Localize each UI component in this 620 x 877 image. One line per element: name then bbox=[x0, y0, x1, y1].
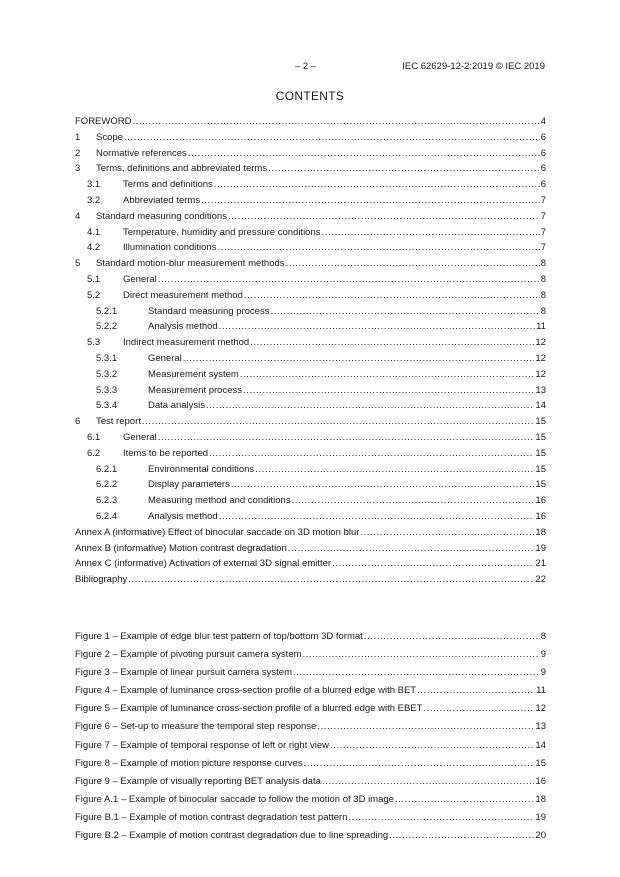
dot-leader bbox=[304, 755, 535, 773]
entry-title: Abbreviated terms bbox=[123, 194, 201, 206]
entry-number: 5 bbox=[75, 258, 81, 270]
entry-title: General bbox=[123, 431, 157, 443]
toc-section-entry[interactable] bbox=[75, 462, 546, 478]
toc-section-entry[interactable] bbox=[75, 446, 546, 462]
dot-leader bbox=[395, 791, 534, 809]
entry-number: 3.1 bbox=[87, 179, 101, 191]
dot-leader bbox=[240, 367, 535, 383]
dot-leader bbox=[288, 541, 535, 557]
toc-figure-entry[interactable] bbox=[75, 791, 546, 809]
toc-section-entry[interactable] bbox=[75, 335, 546, 351]
entry-title: Temperature, humidity and pressure conditions bbox=[123, 226, 321, 238]
entry-title: Normative references bbox=[96, 147, 187, 159]
dot-leader bbox=[332, 556, 534, 572]
dot-leader bbox=[364, 628, 540, 646]
toc-section-entry[interactable] bbox=[75, 351, 546, 367]
dot-leader bbox=[209, 446, 534, 462]
toc-figure-entry[interactable] bbox=[75, 646, 546, 664]
dot-leader bbox=[330, 737, 534, 755]
entry-title: Figure 6 – Set-up to measure the temporal step response bbox=[75, 721, 317, 733]
entry-page-number: 11 bbox=[536, 685, 546, 697]
dot-leader bbox=[322, 225, 540, 241]
entry-title: FOREWORD bbox=[75, 116, 132, 127]
toc-section-entry[interactable] bbox=[75, 193, 546, 209]
entry-number: 6.2.3 bbox=[96, 495, 118, 507]
entry-title: Test report bbox=[96, 416, 141, 428]
toc-section-entry[interactable] bbox=[75, 556, 546, 572]
toc-section-entry[interactable] bbox=[75, 398, 546, 414]
toc-section-entry[interactable] bbox=[75, 272, 546, 288]
entry-title: Standard measuring process bbox=[148, 305, 270, 317]
entry-number: 5.3 bbox=[87, 337, 101, 349]
entry-title: Standard motion-blur measurement methods bbox=[96, 258, 285, 270]
toc-section-entry[interactable] bbox=[75, 367, 546, 383]
entry-page-number: 6 bbox=[540, 163, 546, 175]
entry-page-number: 13 bbox=[535, 721, 546, 733]
entry-title: Display parameters bbox=[148, 479, 230, 491]
entry-page-number: 12 bbox=[535, 352, 546, 364]
entry-number: 4 bbox=[75, 210, 81, 222]
toc-figure-entry[interactable] bbox=[75, 628, 546, 646]
entry-title: Measuring method and conditions bbox=[148, 495, 291, 507]
entry-title: Figure B.1 – Example of motion contrast degradation test pattern bbox=[75, 811, 348, 823]
toc-figure-entry[interactable] bbox=[75, 737, 546, 755]
entry-title: Figure B.2 – Example of motion contrast degradation due to line spreading bbox=[75, 830, 389, 842]
toc-section-entry[interactable] bbox=[75, 256, 546, 272]
toc-figure-entry[interactable] bbox=[75, 827, 546, 845]
entry-title: Standard measuring conditions bbox=[96, 210, 227, 222]
entry-page-number: 8 bbox=[540, 258, 546, 270]
toc-section-entry[interactable] bbox=[75, 541, 546, 557]
entry-page-number: 4 bbox=[540, 116, 546, 127]
dot-leader bbox=[293, 664, 540, 682]
dot-leader bbox=[255, 462, 534, 478]
entry-number: 2 bbox=[75, 147, 81, 159]
entry-page-number: 9 bbox=[540, 667, 546, 679]
entry-title: Annex C (informative) Activation of external 3D signal emitter bbox=[75, 558, 332, 570]
toc-section-entry[interactable] bbox=[75, 525, 546, 541]
dot-leader bbox=[219, 509, 535, 525]
entry-number: 6.2.4 bbox=[96, 510, 118, 522]
entry-page-number: 14 bbox=[535, 739, 546, 751]
header-page-number: – 2 – bbox=[295, 61, 317, 72]
entry-title: Environmental conditions bbox=[148, 463, 255, 475]
entry-number: 1 bbox=[75, 131, 81, 143]
entry-page-number: 8 bbox=[540, 305, 546, 317]
toc-section-entry[interactable] bbox=[75, 319, 546, 335]
entry-page-number: 8 bbox=[540, 289, 546, 301]
entry-number: 5.3.1 bbox=[96, 352, 118, 364]
dot-leader bbox=[270, 304, 539, 320]
toc-section-entry[interactable] bbox=[75, 493, 546, 509]
toc-section-entry[interactable] bbox=[75, 304, 546, 320]
dot-leader bbox=[292, 493, 535, 509]
entry-title: Figure 5 – Example of luminance cross-section profile of a blurred edge with EBET bbox=[75, 703, 423, 715]
dot-leader bbox=[214, 177, 540, 193]
entry-number: 6.2 bbox=[87, 447, 101, 459]
entry-title: Scope bbox=[96, 131, 123, 143]
entry-page-number: 15 bbox=[535, 431, 546, 443]
header-document-reference: IEC 62629-12-2:2019 © IEC 2019 bbox=[402, 61, 545, 72]
entry-title: General bbox=[148, 352, 182, 364]
contents-title: CONTENTS bbox=[275, 89, 345, 103]
entry-title: Figure 8 – Example of motion picture response curves bbox=[75, 757, 303, 769]
toc-section-entry[interactable] bbox=[75, 572, 546, 588]
entry-number: 5.3.3 bbox=[96, 384, 118, 396]
dot-leader bbox=[268, 161, 540, 177]
entry-number: 6.2.1 bbox=[96, 463, 118, 475]
entry-page-number: 7 bbox=[540, 210, 546, 222]
entry-number: 5.3.2 bbox=[96, 368, 118, 380]
entry-number: 3 bbox=[75, 163, 81, 175]
dot-leader bbox=[206, 398, 534, 414]
entry-page-number: 18 bbox=[535, 526, 546, 538]
entry-page-number: 6 bbox=[540, 179, 546, 191]
dot-leader bbox=[142, 414, 535, 430]
dot-leader bbox=[124, 130, 540, 146]
dot-leader bbox=[303, 646, 540, 664]
entry-page-number: 11 bbox=[536, 321, 546, 333]
toc-section-entry[interactable] bbox=[75, 414, 546, 430]
entry-number: 5.2.1 bbox=[96, 305, 118, 317]
dot-leader bbox=[317, 718, 534, 736]
dot-leader bbox=[201, 193, 540, 209]
entry-page-number: 14 bbox=[535, 400, 546, 412]
entry-title: General bbox=[123, 273, 157, 285]
dot-leader bbox=[243, 383, 534, 399]
toc-section-entry[interactable] bbox=[75, 209, 546, 225]
toc-figure-entry[interactable] bbox=[75, 700, 546, 718]
entry-title: Annex A (informative) Effect of binocular saccade on 3D motion blur bbox=[75, 526, 360, 538]
dot-leader bbox=[217, 240, 539, 256]
dot-leader bbox=[132, 114, 539, 130]
toc-section-entry[interactable] bbox=[75, 509, 546, 525]
toc-section-entry[interactable] bbox=[75, 177, 546, 193]
dot-leader bbox=[360, 525, 534, 541]
entry-number: 5.2.2 bbox=[96, 321, 118, 333]
entry-page-number: 16 bbox=[535, 510, 546, 522]
entry-page-number: 15 bbox=[535, 463, 546, 475]
dot-leader bbox=[158, 430, 535, 446]
dot-leader bbox=[286, 256, 540, 272]
entry-page-number: 21 bbox=[535, 558, 546, 570]
entry-title: Figure 4 – Example of luminance cross-section profile of a blurred edge with BET bbox=[75, 685, 417, 697]
entry-page-number: 22 bbox=[535, 574, 546, 586]
toc-figures-list bbox=[75, 628, 546, 845]
entry-page-number: 6 bbox=[540, 147, 546, 159]
toc-section-entry[interactable] bbox=[75, 477, 546, 493]
entry-title: Data analysis bbox=[148, 400, 206, 412]
page-header bbox=[0, 61, 620, 75]
toc-section-entry[interactable] bbox=[75, 130, 546, 146]
entry-title: Items to be reported bbox=[123, 447, 209, 459]
entry-page-number: 6 bbox=[540, 131, 546, 143]
toc-section-entry[interactable] bbox=[75, 240, 546, 256]
toc-figure-entry[interactable] bbox=[75, 682, 546, 700]
entry-page-number: 13 bbox=[535, 384, 546, 396]
entry-number: 6.2.2 bbox=[96, 479, 118, 491]
entry-title: Measurement system bbox=[148, 368, 239, 380]
entry-page-number: 12 bbox=[535, 337, 546, 349]
dot-leader bbox=[250, 335, 534, 351]
entry-page-number: 19 bbox=[535, 542, 546, 554]
toc-sections-list bbox=[75, 114, 546, 588]
entry-page-number: 19 bbox=[535, 811, 546, 823]
toc-section-entry[interactable] bbox=[75, 288, 546, 304]
entry-page-number: 12 bbox=[535, 368, 546, 380]
dot-leader bbox=[423, 700, 534, 718]
toc-section-entry[interactable] bbox=[75, 146, 546, 162]
toc-section-entry[interactable] bbox=[75, 430, 546, 446]
dot-leader bbox=[158, 272, 540, 288]
dot-leader bbox=[244, 288, 540, 304]
entry-title: Figure 7 – Example of temporal response of left or right view bbox=[75, 739, 329, 751]
entry-title: Figure 1 – Example of edge blur test pattern of top/bottom 3D format bbox=[75, 631, 363, 642]
entry-page-number: 15 bbox=[535, 479, 546, 491]
entry-title: Annex B (informative) Motion contrast degradation bbox=[75, 542, 287, 554]
entry-title: Bibliography bbox=[75, 574, 128, 586]
entry-page-number: 15 bbox=[535, 416, 546, 428]
toc-figure-entry[interactable] bbox=[75, 773, 546, 791]
entry-number: 5.2 bbox=[87, 289, 101, 301]
toc-section-entry[interactable] bbox=[75, 114, 546, 130]
toc-figure-entry[interactable] bbox=[75, 664, 546, 682]
entry-page-number: 15 bbox=[535, 447, 546, 459]
entry-title: Figure 3 – Example of linear pursuit camera system bbox=[75, 667, 293, 679]
entry-page-number: 8 bbox=[540, 631, 546, 642]
entry-page-number: 16 bbox=[535, 775, 546, 787]
entry-title: Indirect measurement method bbox=[123, 337, 250, 349]
entry-number: 4.1 bbox=[87, 226, 101, 238]
entry-page-number: 7 bbox=[540, 226, 546, 238]
dot-leader bbox=[349, 809, 535, 827]
entry-title: Direct measurement method bbox=[123, 289, 243, 301]
entry-title: Analysis method bbox=[148, 321, 218, 333]
dot-leader bbox=[322, 773, 535, 791]
entry-title: Measurement process bbox=[148, 384, 242, 396]
entry-number: 4.2 bbox=[87, 242, 101, 254]
entry-number: 5.1 bbox=[87, 273, 101, 285]
dot-leader bbox=[228, 209, 540, 225]
entry-page-number: 20 bbox=[535, 830, 546, 842]
toc-figure-entry[interactable] bbox=[75, 755, 546, 773]
entry-title: Terms and definitions bbox=[123, 179, 213, 191]
toc-figure-entry[interactable] bbox=[75, 809, 546, 827]
entry-title: Terms, definitions and abbreviated terms bbox=[96, 163, 268, 175]
toc-section-entry[interactable] bbox=[75, 383, 546, 399]
toc-section-entry[interactable] bbox=[75, 225, 546, 241]
toc-figure-entry[interactable] bbox=[75, 718, 546, 736]
entry-page-number: 7 bbox=[540, 242, 546, 254]
dot-leader bbox=[231, 477, 535, 493]
entry-number: 5.3.4 bbox=[96, 400, 118, 412]
dot-leader bbox=[128, 572, 534, 588]
entry-page-number: 9 bbox=[540, 649, 546, 661]
entry-title: Figure 9 – Example of visually reporting BET analysis data bbox=[75, 775, 321, 787]
entry-page-number: 16 bbox=[535, 495, 546, 507]
dot-leader bbox=[389, 827, 534, 845]
toc-section-entry[interactable] bbox=[75, 161, 546, 177]
entry-title: Illumination conditions bbox=[123, 242, 217, 254]
entry-number: 3.2 bbox=[87, 194, 101, 206]
entry-title: Analysis method bbox=[148, 510, 218, 522]
entry-number: 6.1 bbox=[87, 431, 101, 443]
entry-number: 6 bbox=[75, 416, 81, 428]
entry-page-number: 12 bbox=[535, 703, 546, 715]
entry-title: Figure 2 – Example of pivoting pursuit camera system bbox=[75, 649, 302, 661]
dot-leader bbox=[219, 319, 535, 335]
entry-page-number: 18 bbox=[535, 793, 546, 805]
entry-page-number: 7 bbox=[540, 194, 546, 206]
dot-leader bbox=[183, 351, 535, 367]
dot-leader bbox=[188, 146, 540, 162]
entry-page-number: 15 bbox=[535, 757, 546, 769]
entry-page-number: 8 bbox=[540, 273, 546, 285]
entry-title: Figure A.1 – Example of binocular saccade to follow the motion of 3D image bbox=[75, 793, 394, 805]
dot-leader bbox=[417, 682, 535, 700]
